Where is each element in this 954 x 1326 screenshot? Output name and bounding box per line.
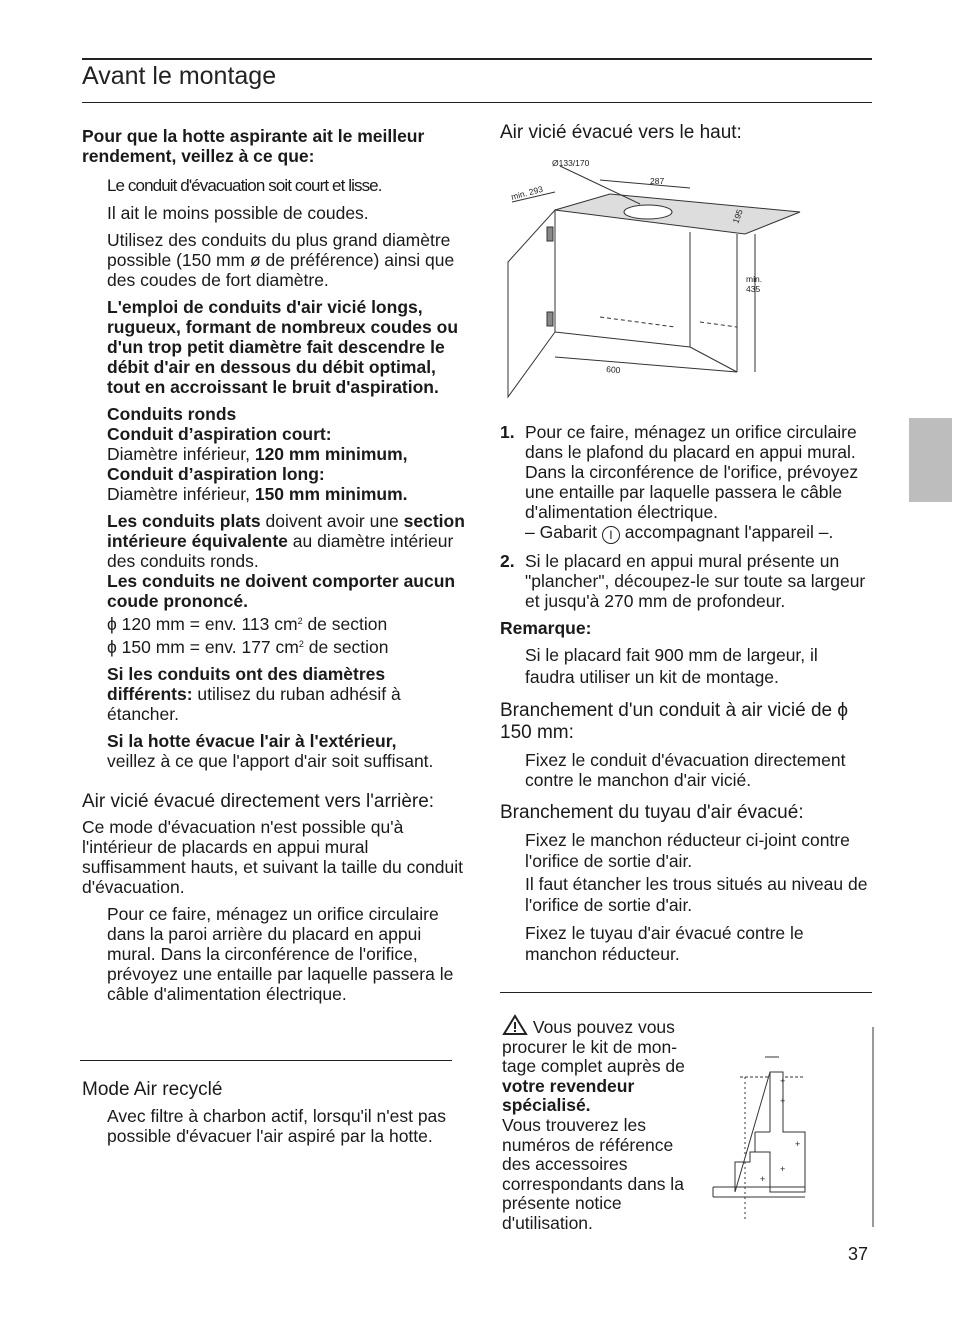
cabinet-diagram	[500, 152, 805, 400]
diff-bold: Si les conduits ont des diamètres différents:	[107, 664, 386, 704]
long-duct-line	[107, 484, 470, 504]
svg-text:+: +	[780, 1096, 786, 1106]
ext-bold: Si la hotte évacue l'air à l'extérieur,	[107, 731, 397, 751]
pipe-heading: Branchement du tuyau d'air évacué:	[500, 802, 804, 823]
long-duct-value: 150 mm minimum.	[254, 484, 408, 504]
flat-ducts-block	[107, 511, 470, 657]
rear-paragraph: Ce mode d'évacuation n'est possible qu'à l'intérieur de placards en appui mural suffisamment hauts, et suivant la taille du conduit d'évacuation.	[82, 817, 464, 897]
svg-text:+: +	[760, 1174, 766, 1184]
step-1	[500, 422, 872, 544]
hinge	[547, 312, 553, 326]
conn150-heading: Branchement d'un conduit à air vicié de ϕ 150 mm:	[500, 700, 849, 743]
duct-hole	[624, 205, 672, 219]
round-ducts-title: Conduits ronds	[107, 404, 237, 424]
short-duct-line	[107, 444, 470, 464]
step-number: 1.	[500, 422, 515, 442]
top-rule	[82, 58, 872, 60]
rear-instruction: Pour ce faire, ménagez un orifice circulaire dans la paroi arrière du placard en appui mural. Dans la circonférence de l'orifice, prévoyez une entaille par laquelle passera le câble d'alimentation électrique.	[107, 904, 454, 1004]
diameter-label: Diamètre inférieur,	[107, 484, 255, 504]
intro-heading: Pour que la hotte aspirante ait le meilleur rendement, veillez à ce que:	[82, 126, 425, 166]
short-duct-value: 120 mm minimum,	[254, 444, 408, 464]
kit-text: Vous pouvez vous procurer le kit de montage complet auprès de	[502, 1017, 685, 1077]
short-duct-label: Conduit d’aspiration court:	[107, 424, 332, 444]
diagram-label: 195	[730, 207, 745, 225]
section-value: ϕ 150 mm = env. 177 cm	[107, 637, 299, 657]
list-item: Utilisez des conduits du plus grand diamètre possible (150 mm ø de préférence) ainsi que des coudes de fort diamètre.	[107, 230, 455, 290]
diagram-label: min. 293	[509, 183, 545, 202]
page-number: 37	[848, 1244, 869, 1264]
kit-text: Vous trouverez les numéros de référence des accessoires correspondants dans la présente notice d'utilisation.	[502, 1114, 684, 1233]
rear-heading: Air vicié évacué directement vers l'arrière:	[82, 791, 435, 812]
diagram-label: Ø133/170	[552, 158, 590, 168]
superscript: 2	[298, 639, 304, 649]
remark-text: Si le placard fait 900 mm de largeur, il faudra utiliser un kit de montage.	[525, 645, 818, 687]
section-line-120	[107, 611, 470, 634]
superscript: 2	[297, 616, 303, 626]
exterior-paragraph	[107, 731, 470, 771]
diagram-label: 435	[746, 284, 761, 294]
no-bend-warning: Les conduits ne doivent comporter aucun coude prononcé.	[107, 571, 456, 611]
template-symbol-icon: I	[602, 526, 620, 544]
pipe-text: Fixez le tuyau d'air évacué contre le manchon réducteur.	[525, 923, 804, 964]
step-text: Pour ce faire, ménagez un orifice circulaire dans le plafond du placard en appui mural. Dans la circonférence de l'orifice, prévoyez une entaille par laquelle passera le câble d'alimentation électrique.	[525, 422, 859, 522]
round-ducts-block	[107, 404, 470, 504]
flat-text: doivent avoir une	[260, 511, 404, 531]
section-line-150	[107, 634, 470, 657]
diameter-label: Diamètre inférieur,	[107, 444, 255, 464]
recycle-heading: Mode Air recyclé	[82, 1079, 223, 1100]
long-duct-label: Conduit d’aspiration long:	[107, 464, 325, 484]
diff-diameter-paragraph	[107, 664, 470, 724]
flat-bold: section intérieure équivalente	[107, 511, 465, 551]
section-suffix: de section	[302, 614, 388, 634]
step-number: 2.	[500, 551, 515, 571]
right-column	[500, 422, 872, 972]
recycle-block	[82, 1079, 470, 1153]
kit-note	[502, 1014, 702, 1234]
left-divider	[80, 1060, 452, 1061]
warning-triangle-icon	[502, 1014, 528, 1036]
ext-text: veillez à ce que l'apport d'air soit suffisant.	[107, 751, 434, 771]
step-2	[500, 551, 872, 611]
gabarit-text: accompagnant l'appareil –.	[619, 522, 834, 542]
svg-text:+: +	[780, 1076, 786, 1086]
flat-bold: Les conduits plats	[107, 511, 261, 531]
section-value: ϕ 120 mm = env. 113 cm	[107, 614, 298, 634]
flat-text: au diamètre intérieur des conduits ronds.	[107, 531, 454, 571]
svg-text:+: +	[795, 1139, 801, 1149]
pipe-text: Fixez le manchon réducteur ci-joint contre l'orifice de sortie d'air.	[525, 830, 850, 871]
kit-bold: votre revendeur spécialisé.	[502, 1075, 635, 1116]
step-text: Si le placard en appui mural présente un "plancher", découpez-le sur toute sa largeur et jusqu'à 270 mm de profondeur.	[525, 551, 866, 611]
warning-paragraph: L'emploi de conduits d'air vicié longs, rugueux, formant de nombreux coudes ou d'un trop petit diamètre fait descendre le débit d'air en dessous du débit optimal, tout en accroissant le bruit d'aspiration.	[107, 297, 459, 397]
list-item: Il ait le moins possible de coudes.	[107, 203, 369, 223]
diagram-label: 287	[650, 176, 665, 186]
conn150-text: Fixez le conduit d'évacuation directement contre le manchon d'air vicié.	[525, 750, 846, 790]
header-rule	[82, 102, 872, 103]
hinge	[547, 227, 553, 241]
section-suffix: de section	[303, 637, 389, 657]
recycle-text: Avec filtre à charbon actif, lorsqu'il n'est pas possible d'évacuer l'air aspiré par la hotte.	[107, 1106, 447, 1146]
list-item: Le conduit d'évacuation soit court et lisse.	[107, 176, 382, 195]
up-heading: Air vicié évacué vers le haut:	[500, 122, 742, 143]
diagram-label: min.	[746, 274, 763, 284]
page-title: Avant le montage	[82, 62, 277, 90]
gabarit-text: – Gabarit	[525, 522, 602, 542]
flat-ducts-text	[107, 511, 470, 571]
right-divider	[500, 992, 872, 993]
up-heading-block	[500, 122, 875, 144]
section-tab-marker	[909, 418, 952, 502]
remark-label: Remarque:	[500, 618, 592, 638]
svg-text:+: +	[780, 1164, 786, 1174]
mounting-kit-diagram	[705, 1022, 880, 1232]
diagram-label: 600	[605, 364, 621, 376]
gabarit-line	[525, 522, 872, 544]
cabinet-top-board	[555, 194, 800, 234]
pipe-text: Il faut étancher les trous situés au niveau de l'orifice de sortie d'air.	[525, 874, 868, 915]
left-column	[82, 126, 470, 1011]
diff-text: utilisez du ruban adhésif à étancher.	[107, 684, 401, 724]
